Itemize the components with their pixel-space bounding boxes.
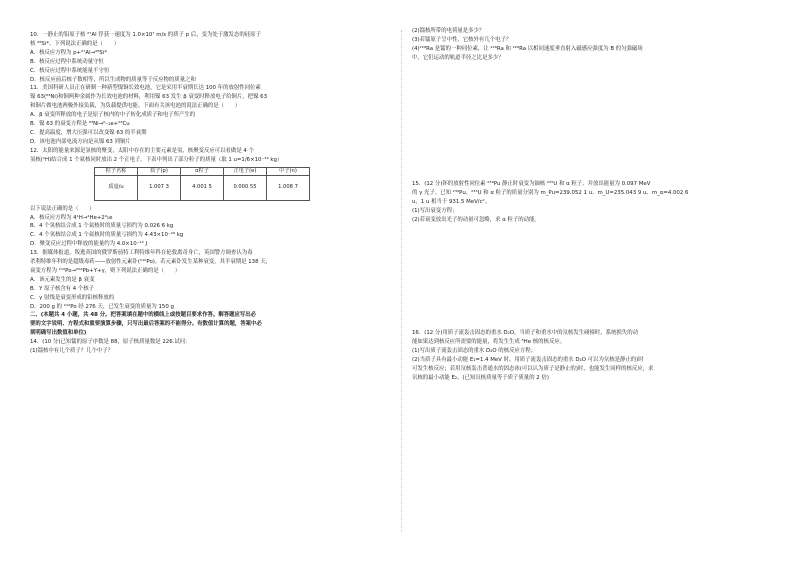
q10-line: 核 ²⁸Si*。下列说法正确的是（ ） bbox=[30, 40, 120, 47]
q13-option-d: D．200 g 的 ²¹⁰Po 经 276 天，已发生衰变的质量为 150 g bbox=[30, 303, 174, 310]
q14-line: (1)镭核中有几个质子？几个中子？ bbox=[30, 348, 114, 355]
left-column bbox=[30, 0, 392, 356]
table-cell: 1.008 7 bbox=[267, 175, 310, 200]
q15-part-2: (2)若衰变放出光子的动量可忽略，求 α 粒子的动能。 bbox=[412, 216, 540, 223]
q12-line: 以下说法正确的是（ ） bbox=[30, 205, 95, 212]
q11-option-d: D．该电池内部电流方向是从镍 63 到铜片 bbox=[30, 138, 131, 145]
q11-line: 镍 63(⁶³Ni)和铜两种金属作为长效电池的材料，利用镍 63 发生 β 衰变时释放电子给铜片，把镍 63 bbox=[30, 94, 268, 101]
q14-part-2: (2)镭核所带的电荷量是多少？ bbox=[412, 28, 485, 34]
question-13 bbox=[30, 249, 392, 311]
q13-option-a: A．该元素发生的是 β 衰变 bbox=[30, 276, 95, 283]
section-two-line: 要的文字说明、方程式和重要演算步骤，只写出最后答案的不能得分。有数值计算的题，答案中必 bbox=[30, 321, 262, 328]
q12-line: 12．太阳的能量来源是氢核的聚变，太阳中存在的主要元素是氢，核聚变反应可以看做是 4 个 bbox=[30, 147, 254, 154]
q13-line: 衰变方程为 ²¹⁰Po→²⁰⁶Pb+Y+γ，则下列说法正确的是（ ） bbox=[30, 267, 181, 274]
question-16 bbox=[412, 329, 762, 382]
q10-option-b: B．核反应过程中系统动量守恒 bbox=[30, 58, 104, 65]
q15-line: 的 γ 光子。已知 ²³⁹Pu、²³⁵U 和 α 粒子的质量分别为 m_Pu=239.052 1 u、m_U=235.043 9 u、m_α=4.002 6 bbox=[412, 189, 689, 196]
question-11 bbox=[30, 84, 392, 146]
q11-option-a: A．β 衰变所释放的电子是原子核内的中子转化成质子和电子所产生的 bbox=[30, 112, 196, 119]
q13-line: 杀利特维年科的是超级毒药——放射性元素钋(²¹⁰Po)。若元素钋发生某种衰变，其半衰期是 138 天， bbox=[30, 259, 271, 266]
q14-part-4-cont: 中，它们运动的轨道半径之比是多少？ bbox=[412, 54, 504, 61]
table-cell: 1.007 3 bbox=[138, 175, 181, 200]
q12-line: 氢核(¹H)结合成 1 个氦核同时放出 2 个正电子。下表中列出了部分粒子的质量（取 1 u=1/6×10⁻²⁶ kg） bbox=[30, 156, 283, 163]
q13-line: 13．据媒体报道，叛逃英国的俄罗斯前特工利特维年科在伦敦离奇身亡，英国警方调查认为毒 bbox=[30, 250, 253, 257]
q11-line: 和铜片做电池两极外接负载，为负载提供电能。下面有关该电池的说法正确的是（ ） bbox=[30, 103, 241, 110]
question-15 bbox=[412, 180, 762, 225]
particle-mass-table bbox=[94, 167, 310, 201]
q12-option-b: B．4 个氢核结合成 1 个氦核时的质量亏损约为 0.026 6 kg bbox=[30, 223, 174, 230]
q16-line: 16．(12 分)用质子流轰击固态的重水 D₂O，当质子和重水中的氘核发生碰撞时，系统损失的动 bbox=[412, 330, 638, 336]
table-cell: 0.000 55 bbox=[224, 175, 267, 200]
table-header-cell: 质子(p) bbox=[138, 167, 181, 175]
q16-line: 能如果达到核反应所需要的能量，将发生生成 ³He 核的核反应。 bbox=[412, 338, 566, 345]
section-two-line: 二、(本题共 4 小题，共 48 分。把答案填在题中的横线上或按题目要求作答。解答题应写出必 bbox=[30, 312, 257, 319]
q14-line: 14．(10 分)已知镭的原子序数是 88，原子核质量数是 226.试问： bbox=[30, 339, 191, 346]
table-cell: 4.001 5 bbox=[181, 175, 224, 200]
section-two-instructions bbox=[30, 311, 392, 338]
q14-part-3: (3)若镭原子呈中性，它核外有几个电子？ bbox=[412, 36, 512, 43]
q11-option-b: B．镍 63 的衰变方程是 ⁶³Ni→⁰₋₁e+⁶³Cu bbox=[30, 121, 130, 128]
q16-part-2: (2)当质子具有最小动能 E₁=1.4 MeV 时，用质子流轰击固态的重水 D₂O 可以为氘核是静止的)时 bbox=[412, 356, 644, 363]
q16-part-2-cont: 可发生核反应；若用氘核轰击普通水的固态冰(可以认为质子是静止的)时，也能发生同样的核反应，求 bbox=[412, 365, 654, 372]
q12-option-d: D．聚变反应过程中释放的能量约为 4.0×10⁻¹² J bbox=[30, 241, 148, 248]
q15-part-1: (1)写出衰变方程； bbox=[412, 207, 458, 214]
table-row-label: 质量/u bbox=[95, 175, 138, 200]
question-10 bbox=[30, 31, 392, 84]
table-header-row bbox=[95, 167, 310, 175]
q13-option-c: C．γ 射线是衰变形成的铅核释放的 bbox=[30, 294, 115, 301]
question-14 bbox=[30, 338, 392, 356]
table-header-cell: 粒子名称 bbox=[95, 167, 138, 175]
table-header-cell: 中子(n) bbox=[267, 167, 310, 175]
q12-option-c: C．4 个氢核结合成 1 个氦核时的质量亏损约为 4.43×10⁻²⁹ kg bbox=[30, 232, 184, 239]
section-two-line: 须明确写出数值和单位) bbox=[30, 330, 87, 337]
q11-line: 11．美国科研人员正在研制一种新型镍铜长效电池，它是采用半衰期长达 100 年的放射性同位素 bbox=[30, 85, 261, 92]
table-header-cell: 正电子(e) bbox=[224, 167, 267, 175]
q16-part-2-cont: 氘核的最小动能 E₂。(已知氘核质量等于质子质量的 2 倍) bbox=[412, 374, 549, 381]
q12-option-a: A．核反应方程为 4¹H→⁴He+2⁰₁e bbox=[30, 214, 113, 221]
q11-option-c: C．提高温度，增大压强可以改变镍 63 的半衰期 bbox=[30, 129, 147, 136]
q10-option-c: C．核反应过程中系统能量不守恒 bbox=[30, 67, 110, 74]
question-12 bbox=[30, 147, 392, 249]
q15-line: 15．(12 分)钚的放射性同位素 ²³⁹Pu 静止时衰变为铀核 ²³⁵U 和 α 粒子，并放出能量为 0.097 MeV bbox=[412, 181, 651, 187]
q10-option-a: A．核反应方程为 p+²⁷Al→²⁸Si* bbox=[30, 49, 108, 56]
question-14-continued bbox=[412, 27, 762, 63]
q10-line: 10．一静止的铝原子核 ²⁷Al 俘获一速度为 1.0×10⁷ m/s 的质子 p 后，变为处于激发态的硅原子 bbox=[30, 32, 261, 38]
q10-option-d: D．核反应前后核子数相等，所以生成物的质量等于反应物的质量之和 bbox=[30, 76, 196, 83]
binding-line bbox=[401, 30, 402, 532]
table-header-cell: α粒子 bbox=[181, 167, 224, 175]
q16-part-1: (1)写出质子流轰击固态的重水 D₂O 的核反应方程； bbox=[412, 347, 537, 354]
q13-option-b: B．Y 原子核含有 4 个核子 bbox=[30, 285, 95, 292]
q15-line: u，1 u 相当于 931.5 MeV/c²。 bbox=[412, 198, 491, 205]
q14-part-4: (4)²²⁸Ra 是镭的一种同位素，让 ²²⁶Ra 和 ²²⁸Ra 以相同速度垂直射入磁感应强度为 B 的匀强磁场 bbox=[412, 45, 643, 52]
table-row bbox=[95, 175, 310, 200]
